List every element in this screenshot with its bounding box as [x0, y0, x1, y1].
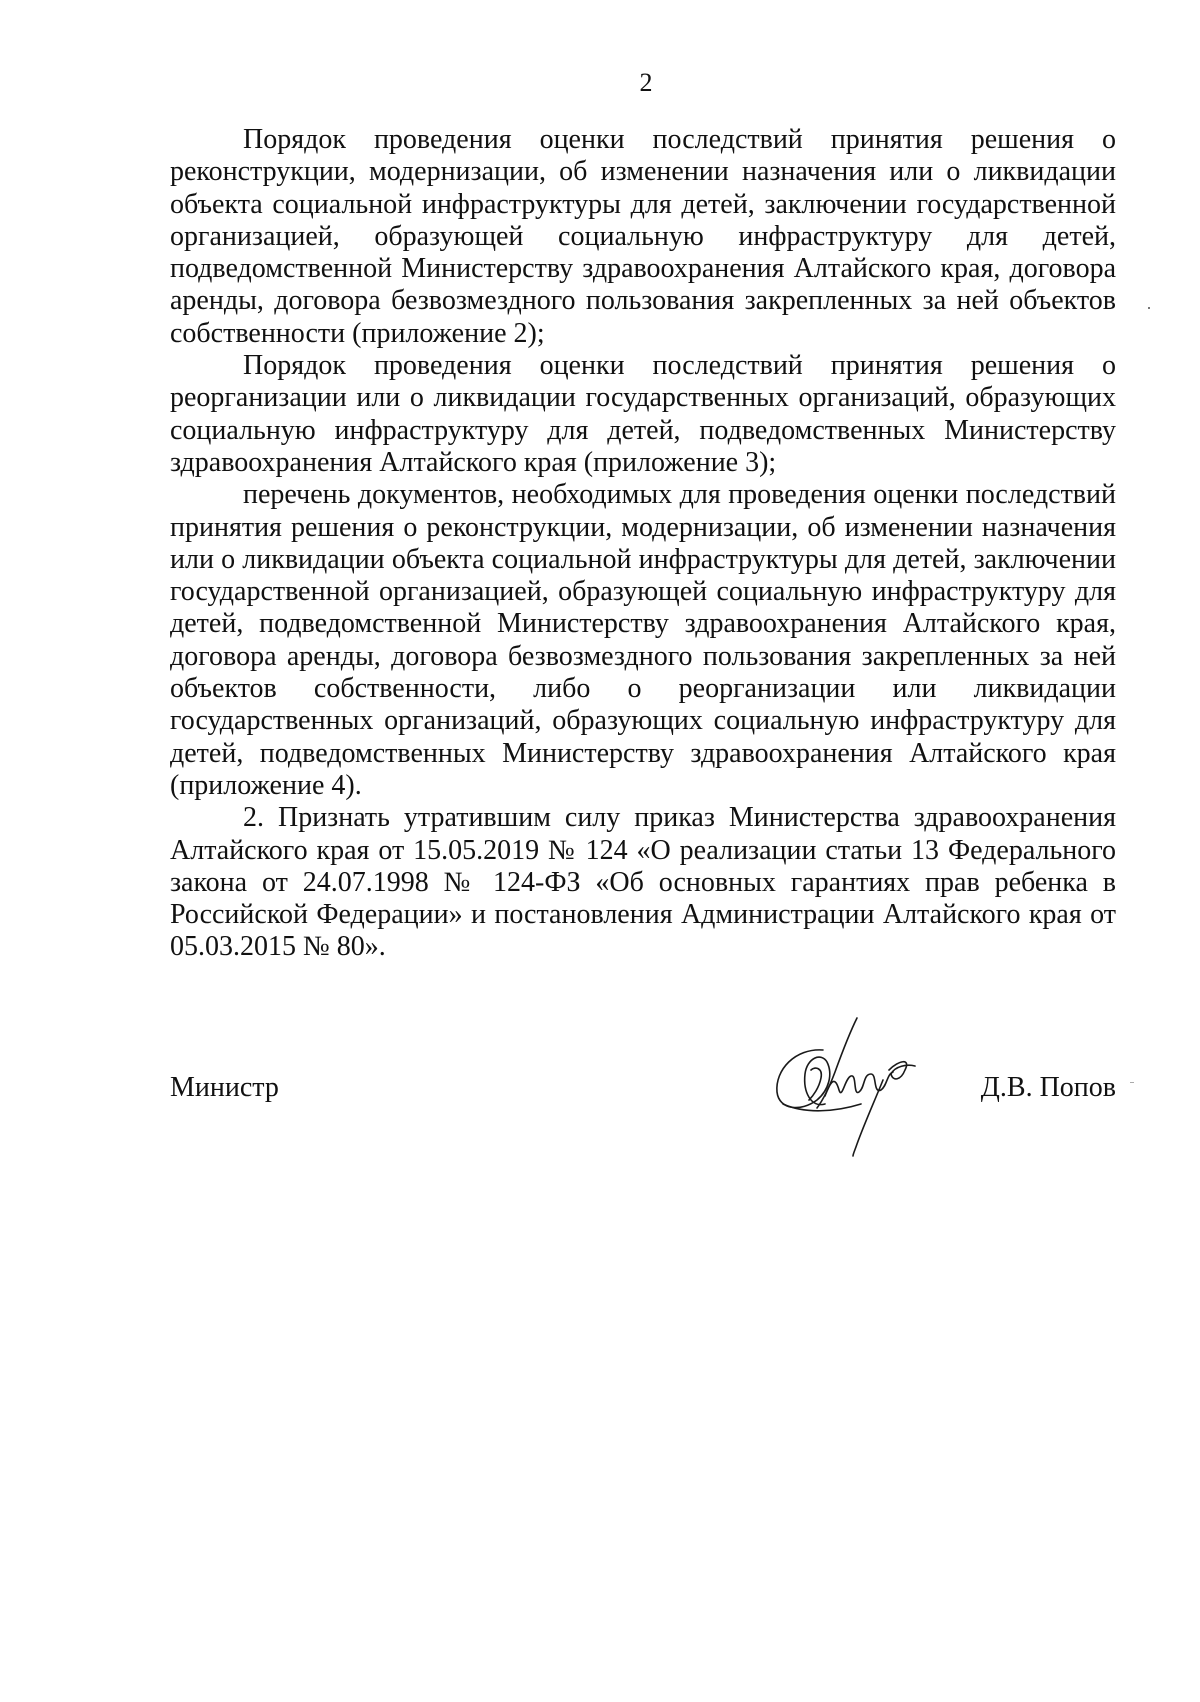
paragraph-appendix-3: Порядок проведения оценки последствий принятия решения о реорганизации или о ликвидации государственных организаций, образующих социальную инфраструктуру для детей, подведомственных Министерству здравоохранения Алтайского края (приложение 3); — [170, 350, 1116, 478]
paragraph-appendix-4: перечень документов, необходимых для проведения оценки последствий принятия решения о реконструкции, модернизации, об изменении назначения или о ликвидации объекта социальной инфраструктуры для детей, заключении государственной организацией, образующей социальную инфраструктуру для детей, подведомственной Министерству здравоохранения Алтайского края, договора аренды, договора безвозмездного пользования закрепленных за ней объектов собственности, либо о реорганизации или ликвидации государственных организаций, образующих социальную инфраструктуру для детей, подведомственных Министерству здравоохранения Алтайского края (приложение 4). — [170, 479, 1116, 801]
page-number: 2 — [639, 68, 653, 97]
document-body — [170, 124, 1116, 964]
paragraph-appendix-2: Порядок проведения оценки последствий принятия решения о реконструкции, модернизации, об изменении назначения или о ликвидации объекта социальной инфраструктуры для детей, заключении государственной организацией, образующей социальную инфраструктуру для детей, подведомственной Министерству здравоохранения Алтайского края, договора аренды, договора безвозмездного пользования закрепленных за ней объектов собственности (приложение 2); — [170, 124, 1116, 349]
signature-block — [170, 1072, 1116, 1112]
paragraph-repeal-order: 2. Признать утратившим силу приказ Министерства здравоохранения Алтайского края от 15.05.2019 № 124 «О реализации статьи 13 Федерального закона от 24.07.1998 № 124-ФЗ «Об основных гарантиях прав ребенка в Российской Федерации» и постановления Администрации Алтайского края от 05.03.2015 № 80». — [170, 802, 1116, 963]
scan-artifact-dot — [1148, 307, 1150, 309]
scan-artifact-dash — [1130, 1082, 1134, 1083]
signatory-name: Д.В. Попов — [980, 1072, 1116, 1103]
handwritten-signature-icon — [765, 1000, 940, 1160]
signatory-position: Министр — [170, 1072, 279, 1103]
